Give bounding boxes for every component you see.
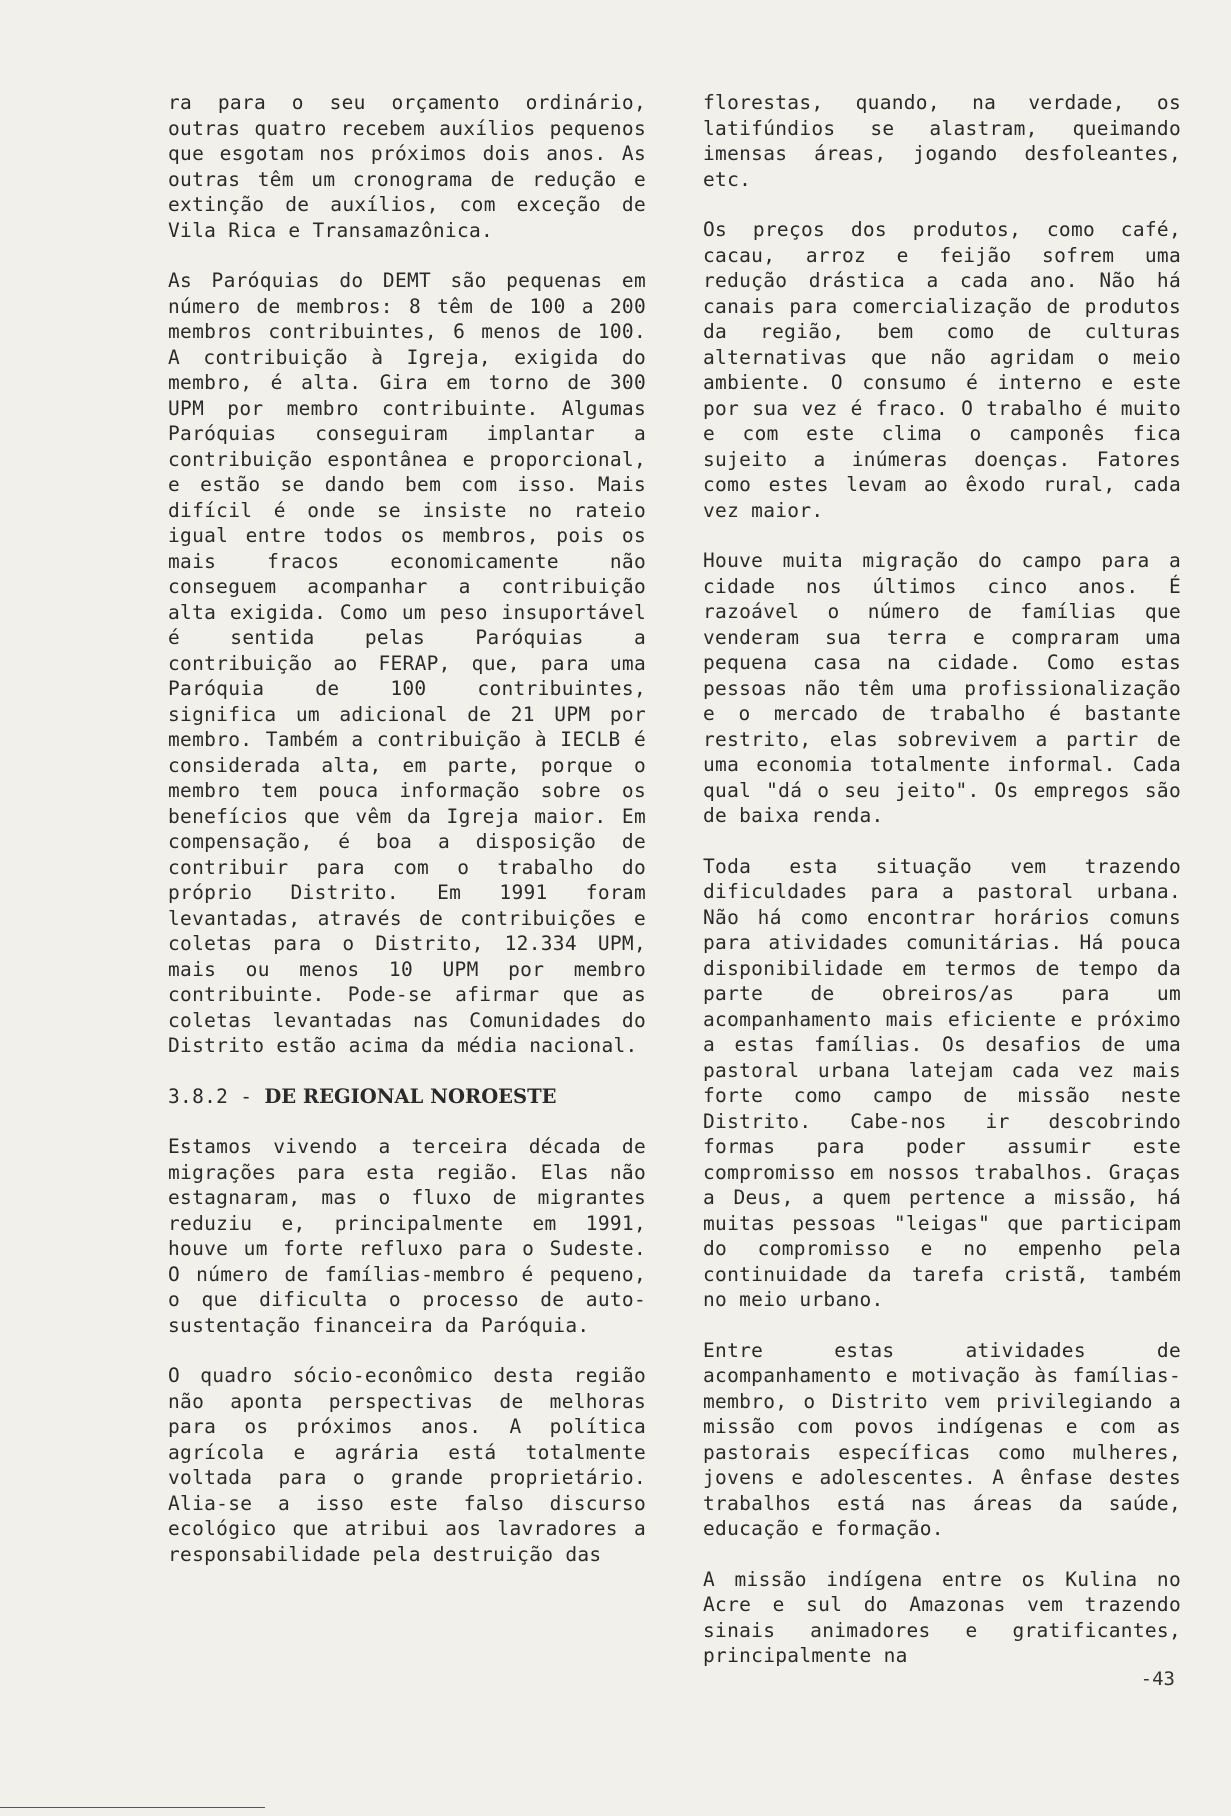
section-number: 3.8.2 - bbox=[168, 1084, 253, 1108]
paragraph-quadro-socio-economico: O quadro sócio-econômico desta região não aponta perspectivas de melhoras para os próximos anos. A política agrícola e agrária está totalmente voltada para o grande proprietário. Alia-se a isso este falso discurso ecológico que atribui aos lavradores a responsabilidade pela destruição das bbox=[168, 1364, 646, 1566]
paragraph-orcamento: ra para o seu orçamento ordinário, outras quatro recebem auxílios pequenos que esgotam nos próximos dois anos. As outras têm um cronograma de redução e extinção de auxílios, com exceção de Vila Rica e Transamazônica. bbox=[168, 91, 646, 242]
section-title: DE REGIONAL NOROESTE bbox=[264, 1084, 557, 1108]
paragraph-missao-indigena: A missão indígena entre os Kulina no Acre e sul do Amazonas vem trazendo sinais animadores e gratificantes, principalmente na bbox=[703, 1567, 1181, 1667]
section-heading bbox=[168, 1084, 646, 1110]
paragraph-florestas: florestas, quando, na verdade, os latifúndios se alastram, queimando imensas áreas, jogando desfoleantes, etc. bbox=[703, 91, 1181, 191]
page-number: -43 bbox=[1140, 1668, 1175, 1690]
paragraph-pastoral-urbana: Toda esta situação vem trazendo dificuldades para a pastoral urbana. Não há como encontrar horários comuns para atividades comunitárias. Há pouca disponibilidade em termos de tempo da parte de obreiros/as para um acompanhamento mais eficiente e próximo a estas famílias. Os desafios de uma pastoral urbana latejam cada vez mais forte como campo de missão neste Distrito. Cabe-nos ir descobrindo formas para poder assumir este compromisso em nossos trabalhos. Graças a Deus, a quem pertence a missão, há muitas pessoas "leigas" que participam do compromisso e no empenho pela continuidade da tarefa cristã, também no meio urbano. bbox=[703, 854, 1181, 1311]
right-column bbox=[703, 90, 1181, 1694]
scan-edge-divider bbox=[0, 1807, 265, 1808]
paragraph-paroquias-demt: As Paróquias do DEMT são pequenas em número de membros: 8 têm de 100 a 200 membros contribuintes, 6 menos de 100. A contribuição à Igreja, exigida do membro, é alta. Gira em torno de 300 UPM por membro contribuinte. Algumas Paróquias conseguiram implantar a contribuição espontânea e proporcional, e estão se dando bem com isso. Mais difícil é onde se insiste no rateio igual entre todos os membros, pois os mais fracos economicamente não conseguem acompanhar a contribuição alta exigida. Como um peso insuportável é sentida pelas Paróquias a contribuição ao FERAP, que, para uma Paróquia de 100 contribuintes, significa um adicional de 21 UPM por membro. Também a contribuição à IECLB é considerada alta, em parte, porque o membro tem pouca informação sobre os benefícios que vêm da Igreja maior. Em compensação, é boa a disposição de contribuir para com o trabalho do próprio Distrito. Em 1991 foram levantadas, através de contribuições e coletas para o Distrito, 12.334 UPM, mais ou menos 10 UPM por membro contribuinte. Pode-se afirmar que as coletas levantadas nas Comunidades do Distrito estão acima da média nacional. bbox=[168, 269, 646, 1057]
paragraph-migracao-campo: Houve muita migração do campo para a cidade nos últimos cinco anos. É razoável o número de famílias que venderam sua terra e compraram uma pequena casa na cidade. Como estas pessoas não têm uma profissionalização e o mercado de trabalho é bastante restrito, elas sobrevivem a partir de uma economia totalmente informal. Cada qual "dá o seu jeito". Os empregos são de baixa renda. bbox=[703, 549, 1181, 827]
paragraph-migracoes: Estamos vivendo a terceira década de migrações para esta região. Elas não estagnaram, mas o fluxo de migrantes reduziu e, principalmente em 1991, houve um forte refluxo para o Sudeste. O número de famílias-membro é pequeno, o que dificulta o processo de auto-sustentação financeira da Paróquia. bbox=[168, 1135, 646, 1337]
paragraph-atividades: Entre estas atividades de acompanhamento e motivação às famílias-membro, o Distrito vem privilegiando a missão com povos indígenas e com as pastorais específicas como mulheres, jovens e adolescentes. A ênfase destes trabalhos está nas áreas da saúde, educação e formação. bbox=[703, 1338, 1181, 1540]
paragraph-precos: Os preços dos produtos, como café, cacau, arroz e feijão sofrem uma redução drástica a cada ano. Não há canais para comercialização de produtos da região, bem como de culturas alternativas que não agridam o meio ambiente. O consumo é interno e este por sua vez é fraco. O trabalho é muito e com este clima o camponês fica sujeito a inúmeras doenças. Fatores como estes levam ao êxodo rural, cada vez maior. bbox=[703, 218, 1181, 522]
left-column bbox=[168, 90, 646, 1592]
